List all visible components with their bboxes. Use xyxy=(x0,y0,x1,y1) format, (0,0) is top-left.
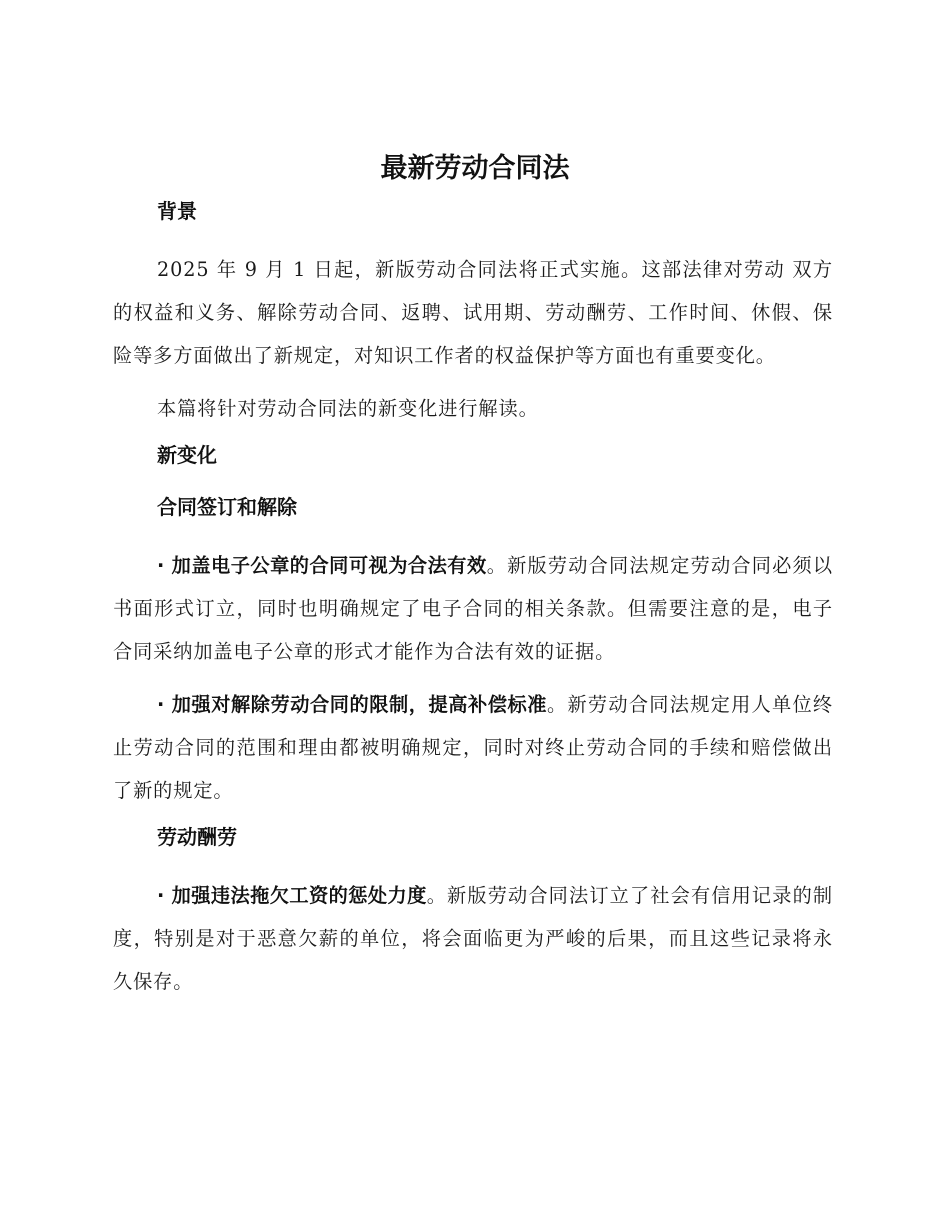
background-paragraph-1: 2025 年 9 月 1 日起，新版劳动合同法将正式实施。这部法律对劳动 双方的权益和义务、解除劳动合同、返聘、试用期、劳动酬劳、工作时间、休假、保险等多方面做出了新规定，对知识工作者的权益保护等方面也有重要变化。 xyxy=(113,258,833,367)
item-body-text: 。新版劳动合同法订立了社会有信用记录的制度，特别是对于恶意欠薪的单位，将会面临更为严峻的后果，而且这些记录将永久保存。 xyxy=(113,884,833,993)
subsection-heading-pay: 劳动酬劳 xyxy=(157,825,237,849)
pay-item-wage-arrears xyxy=(113,874,833,1003)
item-body-text: 。新版劳动合同法规定劳动合同必须以书面形式订立，同时也明确规定了电子合同的相关条款。但需要注意的是，电子合同采纳加盖电子公章的形式才能作为合法有效的证据。 xyxy=(113,554,833,663)
item-lead-text: · 加盖电子公章的合同可视为合法有效 xyxy=(157,554,487,577)
item-lead-text: · 加强对解除劳动合同的限制，提高补偿标准 xyxy=(157,693,548,716)
section-heading-new-changes: 新变化 xyxy=(157,443,217,467)
section-heading-background: 背景 xyxy=(157,199,197,223)
contract-item-electronic-seal xyxy=(113,544,833,673)
contract-item-termination xyxy=(113,683,833,812)
item-body-text: 。新劳动合同法规定用人单位终止劳动合同的范围和理由都被明确规定，同时对终止劳动合同的手续和赔偿做出了新的规定。 xyxy=(113,693,833,802)
document-body xyxy=(113,196,833,1013)
document-title: 最新劳动合同法 xyxy=(380,153,570,184)
background-paragraph-2: 本篇将针对劳动合同法的新变化进行解读。 xyxy=(157,397,539,420)
subsection-heading-contract: 合同签订和解除 xyxy=(157,495,297,519)
item-lead-text: · 加强违法拖欠工资的惩处力度 xyxy=(157,884,427,907)
